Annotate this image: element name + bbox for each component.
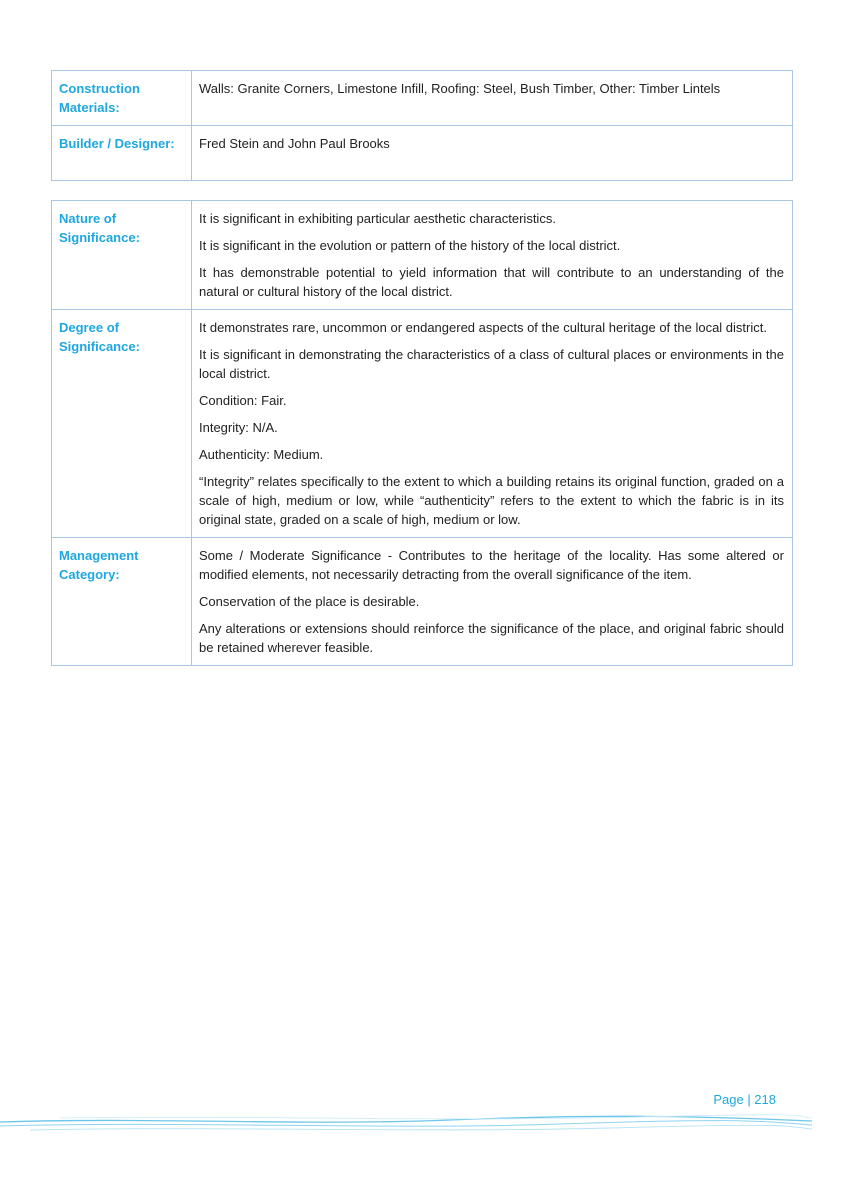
table-row-nature-of-significance <box>52 201 793 310</box>
table-row-construction-materials <box>52 71 793 126</box>
construction-details-table <box>51 70 793 181</box>
value-paragraph: It is significant in the evolution or pattern of the history of the local district. <box>199 238 621 253</box>
value-paragraph: It is significant in exhibiting particular aesthetic characteristics. <box>199 211 556 226</box>
value-paragraph: Integrity: N/A. <box>199 420 278 435</box>
value-paragraph: Authenticity: Medium. <box>199 447 324 462</box>
row-label: Builder / Designer: <box>52 126 192 181</box>
table-row-management-category <box>52 538 793 666</box>
page-number: Page | 218 <box>713 1092 776 1107</box>
value-paragraph: It is significant in demonstrating the characteristics of a class of cultural places or environments in the local district. <box>199 347 784 381</box>
row-value <box>192 201 793 310</box>
row-value <box>192 310 793 538</box>
value-paragraph: Any alterations or extensions should reinforce the significance of the place, and original fabric should be retained wherever feasible. <box>199 621 784 655</box>
row-value <box>192 126 793 181</box>
footer-wave-decoration <box>0 1108 844 1138</box>
table-row-builder-designer <box>52 126 793 181</box>
row-value <box>192 538 793 666</box>
value-paragraph: Conservation of the place is desirable. <box>199 594 420 609</box>
row-label: Degree of Significance: <box>52 310 192 538</box>
row-label: Construction Materials: <box>52 71 192 126</box>
value-paragraph: Some / Moderate Significance - Contributes to the heritage of the locality. Has some altered or modified elements, not necessarily detracting from the overall significance of the item. <box>199 548 784 582</box>
value-paragraph: “Integrity” relates specifically to the extent to which a building retains its original function, graded on a scale of high, medium or low, while “authenticity” refers to the extent to which the fabric is in its original state, graded on a scale of high, medium or low. <box>199 474 784 527</box>
value-paragraph: Fred Stein and John Paul Brooks <box>199 136 390 151</box>
table-row-degree-of-significance <box>52 310 793 538</box>
value-paragraph: It has demonstrable potential to yield information that will contribute to an understanding of the natural or cultural history of the local district. <box>199 265 784 299</box>
row-label: Nature of Significance: <box>52 201 192 310</box>
value-paragraph: It demonstrates rare, uncommon or endangered aspects of the cultural heritage of the local district. <box>199 320 767 335</box>
significance-table <box>51 200 793 666</box>
row-label: Management Category: <box>52 538 192 666</box>
row-value <box>192 71 793 126</box>
value-paragraph: Condition: Fair. <box>199 393 287 408</box>
value-paragraph: Walls: Granite Corners, Limestone Infill, Roofing: Steel, Bush Timber, Other: Timber Lintels <box>199 81 721 96</box>
